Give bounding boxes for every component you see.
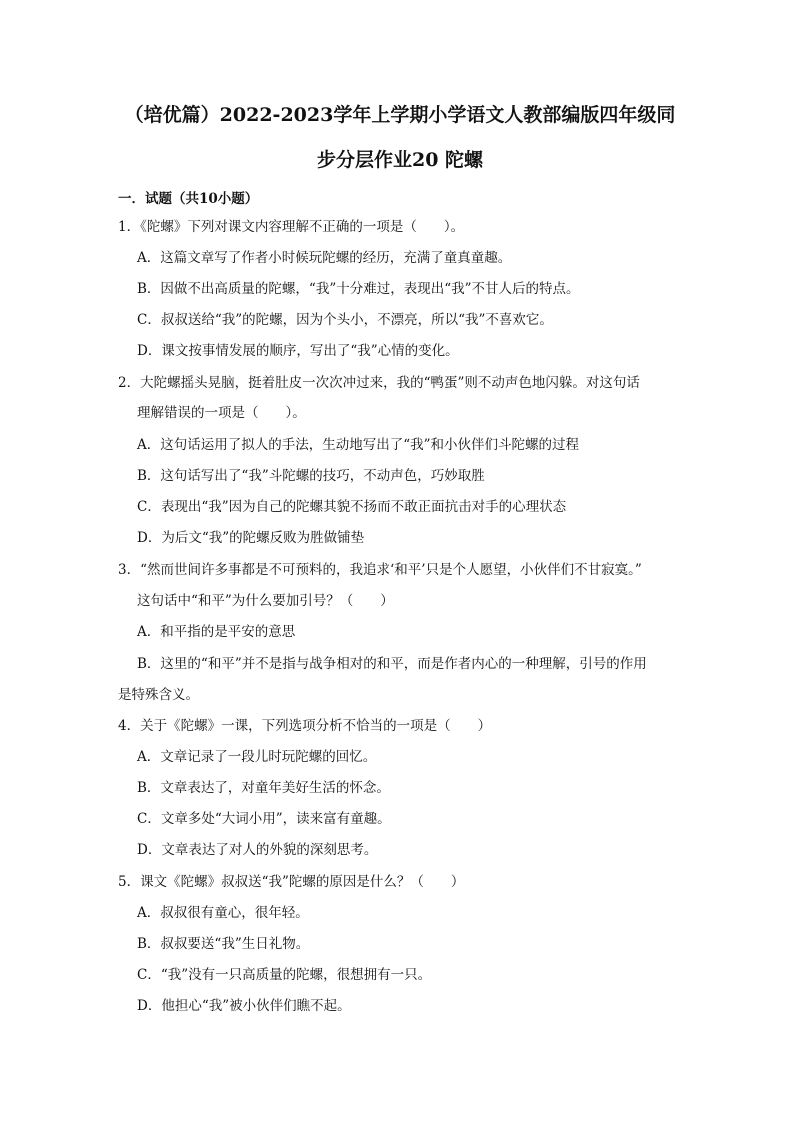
question-2-stem-continued: 理解错误的一项是（ ）。 <box>137 405 306 421</box>
question-3-option-a: A．和平指的是平安的意思 <box>137 624 296 640</box>
question-4-stem: 4．关于《陀螺》一课，下列选项分析不恰当的一项是（ ） <box>118 718 492 734</box>
question-5-option-d: D．他担心“我”被小伙伴们瞧不起。 <box>137 998 351 1014</box>
question-3-stem: 3．“然而世间许多事都是不可预料的，我追求‘和平’只是个人愿望，小伙伴们不甘寂寞。” <box>118 562 642 578</box>
document-title-line1: （培优篇）2022-2023学年上学期小学语文人教部编版四年级同 <box>124 104 676 126</box>
question-1-option-c: C．叔叔送给“我”的陀螺，因为个头小，不漂亮，所以“我”不喜欢它。 <box>137 312 553 328</box>
question-4-option-c: C．文章多处“大词小用”，读来富有童趣。 <box>137 811 391 827</box>
question-5-option-c: C．“我”没有一只高质量的陀螺，很想拥有一只。 <box>137 967 432 983</box>
document-title-line2: 步分层作业20 陀螺 <box>316 149 484 171</box>
question-5-option-a: A．叔叔很有童心，很年轻。 <box>137 905 309 921</box>
question-3-option-b: B．这里的“和平”并不是指与战争相对的和平，而是作者内心的一种理解，引号的作用 <box>137 656 647 672</box>
question-2-option-b: B．这句话写出了“我”斗陀螺的技巧，不动声色，巧妙取胜 <box>137 468 485 484</box>
question-1-stem: 1．《陀螺》下列对课文内容理解不正确的一项是（ ）。 <box>118 219 465 235</box>
question-4-option-b: B．文章表达了，对童年美好生活的怀念。 <box>137 780 390 796</box>
question-2-option-d: D．为后文“我”的陀螺反败为胜做铺垫 <box>137 530 365 546</box>
question-3-stem-continued: 这句话中“和平”为什么要加引号？（ ） <box>137 593 394 609</box>
question-3-option-b-wrap: 是特殊含义。 <box>118 687 199 703</box>
question-2-option-c: C．表现出“我”因为自己的陀螺其貌不扬而不敢正面抗击对手的心理状态 <box>137 499 567 515</box>
question-1-option-d: D．课文按事情发展的顺序，写出了“我”心情的变化。 <box>137 343 459 359</box>
question-1-option-a: A．这篇文章写了作者小时候玩陀螺的经历，充满了童真童趣。 <box>137 250 512 266</box>
question-2-stem: 2．大陀螺摇头晃脑，挺着肚皮一次次冲过来，我的“鸭蛋”则不动声色地闪躲。对这句话 <box>118 375 640 391</box>
question-4-option-a: A．文章记录了一段儿时玩陀螺的回忆。 <box>137 749 377 765</box>
question-4-option-d: D．文章表达了对人的外貌的深刻思考。 <box>137 842 378 858</box>
section-heading: 一．试题（共10小题） <box>118 191 259 207</box>
question-5-option-b: B．叔叔要送“我”生日礼物。 <box>137 936 310 952</box>
question-2-option-a: A．这句话运用了拟人的手法，生动地写出了“我”和小伙伴们斗陀螺的过程 <box>137 437 580 453</box>
question-1-option-b: B．因做不出高质量的陀螺，“我”十分难过，表现出“我”不甘人后的特点。 <box>137 281 580 297</box>
question-5-stem: 5．课文《陀螺》叔叔送“我”陀螺的原因是什么？（ ） <box>118 874 465 890</box>
